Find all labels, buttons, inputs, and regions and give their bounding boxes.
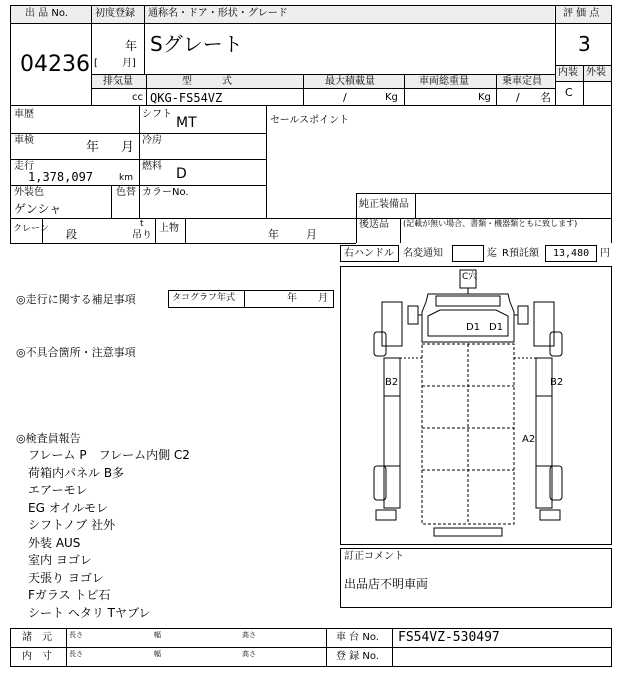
diagram-d1-right: D1: [489, 322, 504, 333]
left-cab-side: [382, 302, 402, 346]
inspection-label: 車検: [14, 135, 34, 146]
persons-unit: 名: [540, 91, 551, 104]
specs-width-label: 幅: [154, 631, 161, 639]
inner-width-label: 幅: [154, 650, 161, 658]
inspector-line: 外装 AUS: [28, 535, 81, 550]
rear-bumper: [434, 528, 502, 536]
inspector-report-label: ◎検査員報告: [16, 432, 81, 445]
exterior-label: 外装: [586, 67, 606, 78]
correction-text: 出品店不明車両: [344, 577, 429, 591]
capacity-slash: /: [516, 91, 520, 104]
recycle-label: R預託額: [502, 248, 539, 259]
shift-value: MT: [176, 115, 197, 131]
ac-label: 冷房: [142, 135, 162, 146]
specs-label: 諸 元: [22, 632, 52, 643]
boarding-label: 上物: [159, 223, 179, 234]
color-number-label: カラーNo.: [142, 187, 189, 198]
fuel-value: D: [176, 166, 187, 182]
aftermarket-label: 後送品: [359, 219, 389, 230]
boarding-year: 年: [268, 228, 279, 241]
right-rear-light: [540, 510, 560, 520]
model-code: QKG-FS54VZ: [150, 91, 223, 105]
chassis-value: FS54VZ-530497: [398, 630, 500, 645]
inner-dim-label: 内 寸: [22, 651, 52, 662]
cc-unit: cc: [132, 92, 143, 103]
lot-number: 04236: [20, 52, 90, 77]
max-load-slash: /: [343, 91, 347, 104]
crane-hoist-label: 吊り: [132, 230, 152, 241]
registration-label: 登 録 No.: [336, 651, 379, 662]
truck-diagram: [340, 266, 612, 545]
correction-label: 訂正コメント: [344, 551, 404, 562]
diagram-a2: A2: [522, 434, 536, 445]
interior-label: 内装: [558, 67, 578, 78]
color-change-label: 色替: [116, 187, 136, 198]
right-mirror: [518, 306, 528, 324]
inspector-line: シフトノブ 社外: [28, 518, 116, 532]
inner-length-label: 長さ: [69, 650, 83, 658]
capacity-label: 乗車定員: [502, 76, 542, 87]
inspector-line: EG オイルモレ: [28, 500, 109, 515]
inspector-line: エアーモレ: [28, 483, 88, 497]
mileage-unit: km: [119, 173, 133, 183]
recycle-unit: 円: [600, 248, 610, 259]
diagram-b2-left: B2: [385, 377, 399, 388]
color-value: ゲンシャ: [14, 202, 62, 216]
interior-score: C: [565, 86, 573, 99]
diagram-d1-left: D1: [466, 322, 481, 333]
sales-point-label: セールスポイント: [270, 115, 350, 126]
crane-ton-label: t: [140, 219, 144, 229]
inspector-line: フレーム P フレーム内側 C2: [28, 448, 190, 462]
max-load-kg: Kg: [385, 92, 398, 103]
history-label: 車歴: [14, 109, 34, 120]
boarding-month: 月: [306, 228, 317, 241]
first-reg-year-unit: 年: [125, 39, 138, 53]
inner-height-label: 高さ: [242, 650, 256, 658]
displacement-label: 排気量: [103, 76, 133, 87]
steering-value: 右ハンドル: [344, 248, 394, 259]
inspector-line: 室内 ヨゴレ: [28, 553, 92, 567]
chassis-label: 車 台 No.: [336, 632, 379, 643]
right-front-wheel: [550, 332, 562, 356]
tachograph-label: タコグラフ年式: [172, 293, 236, 303]
inspector-line: Fガラス トビ石: [28, 588, 111, 602]
mileage-label: 走行: [14, 161, 34, 172]
right-cab-side: [534, 302, 554, 346]
defects-label: ◎不具合箇所・注意事項: [16, 346, 136, 359]
recycle-value: 13,480: [553, 248, 590, 259]
name-label: 通称名・ドア・形状・グレード: [148, 8, 288, 19]
diagram-b2-right: B2: [550, 377, 564, 388]
specs-height-label: 高さ: [242, 631, 256, 639]
crane-stage-label: 段: [66, 228, 77, 241]
diagram-c-hole: C穴: [462, 272, 478, 282]
first-reg-label: 初度登録: [95, 8, 135, 19]
inspector-line: 荷箱内パネル B多: [28, 465, 125, 480]
inspector-lines: [28, 446, 328, 621]
cab-roof-vent: [436, 296, 500, 306]
tachograph-year: 年: [287, 293, 297, 304]
left-mirror: [408, 306, 418, 324]
color-label: 外装色: [14, 187, 44, 198]
specs-length-label: 長さ: [69, 631, 83, 639]
gross-weight-kg: Kg: [478, 92, 491, 103]
inspection-year: 年: [86, 140, 100, 155]
name-change-label: 名変通知: [403, 248, 443, 259]
inspector-line: シート ヘタリ Tヤブレ: [28, 605, 151, 620]
max-load-label: 最大積載量: [325, 76, 375, 87]
month-bracket-open: [: [94, 58, 98, 69]
equipment-label: 純正装備品: [359, 199, 409, 210]
aftermarket-note: (記載が無い場合、書類・機器類ともに致します): [403, 219, 578, 228]
driving-notes-label: ◎走行に関する補足事項: [16, 293, 136, 306]
lot-label: 出 品 No.: [25, 8, 68, 19]
mileage-value: 1,378,097: [28, 170, 94, 184]
shift-label: シフト: [142, 109, 172, 120]
tachograph-month: 月: [318, 293, 328, 304]
score-label: 評 価 点: [563, 8, 600, 19]
name-change-suffix: 迄: [487, 248, 497, 259]
left-front-wheel: [374, 332, 386, 356]
spec-header-shade: [92, 74, 554, 88]
fuel-label: 燃料: [142, 161, 162, 172]
gross-weight-label: 車両総重量: [419, 76, 469, 87]
model-label: 型 式: [182, 76, 232, 87]
name-change-date-cell: [452, 245, 484, 262]
inspector-line: 天張り ヨゴレ: [28, 570, 104, 585]
first-reg-month-unit: 月]: [122, 58, 136, 69]
overall-score: 3: [578, 32, 591, 56]
crane-label: クレーン: [13, 224, 49, 234]
left-rear-light: [376, 510, 396, 520]
grade-name: Sグレート: [150, 32, 243, 56]
inspection-month: 月: [121, 140, 135, 155]
